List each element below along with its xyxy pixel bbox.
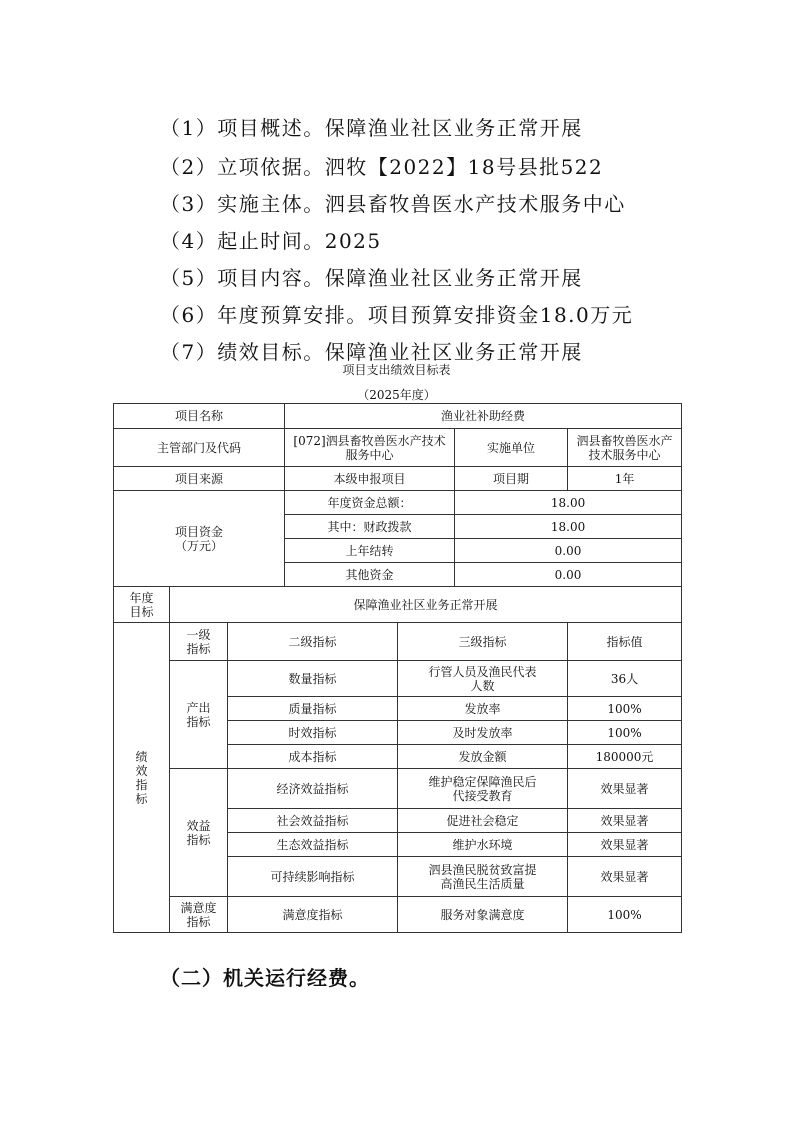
table-title: 项目支出绩效目标表: [342, 363, 451, 377]
funds-label: 项目资金: [175, 524, 224, 539]
paragraph-basis: （2）立项依据。泗牧【2022】18号县批522: [160, 155, 604, 179]
source-value: 本级申报项目: [285, 467, 455, 491]
benefit-label: [170, 769, 228, 897]
table-subtitle: （2025年度）: [357, 388, 436, 402]
funds-fiscal-label: 其中：财政拨款: [285, 515, 455, 539]
source-label: 项目来源: [114, 467, 285, 491]
benefit-val: 效果显著: [568, 809, 682, 833]
satisfaction-label-text: 满意度指标: [180, 900, 217, 929]
funds-total-label: 年度资金总额：: [285, 491, 455, 515]
perf-indicators-label: [114, 623, 170, 933]
output-l2: 时效指标: [228, 721, 398, 745]
satisfaction-label: [170, 897, 228, 933]
hdr-level1: [170, 623, 228, 661]
satisfaction-val: 100%: [568, 897, 682, 933]
output-val: 180000元: [568, 745, 682, 769]
output-l3-text: 行管人员及渔民代表人数: [428, 664, 537, 693]
impl-unit-value: 泗县畜牧兽医水产技术服务中心: [568, 429, 682, 467]
dept-value: [072]泗县畜牧兽医水产技术服务中心: [285, 429, 455, 467]
impl-unit-label: 实施单位: [455, 429, 568, 467]
benefit-l2: 可持续影响指标: [228, 857, 398, 897]
funds-fiscal-value: 18.00: [455, 515, 682, 539]
project-name-value: 渔业社补助经费: [285, 404, 682, 429]
output-val: 36人: [568, 661, 682, 697]
benefit-l3: 维护水环境: [398, 833, 568, 857]
funds-unit: （万元）: [175, 538, 224, 553]
benefit-l3: [398, 857, 568, 897]
paragraph-period: （4）起止时间。2025: [160, 229, 382, 253]
output-l3: 发放金额: [398, 745, 568, 769]
benefit-l2: 生态效益指标: [228, 833, 398, 857]
perf-indicators-label-text: 绩效指标: [135, 749, 148, 806]
output-l3: 及时发放率: [398, 721, 568, 745]
benefit-l3-text: 维护稳定保障渔民后代接受教育: [428, 774, 537, 803]
benefit-l3: [398, 769, 568, 809]
hdr-level3: 三级指标: [398, 623, 568, 661]
output-l3: 发放率: [398, 697, 568, 721]
benefit-l2: 经济效益指标: [228, 769, 398, 809]
benefit-val: 效果显著: [568, 769, 682, 809]
benefit-val: 效果显著: [568, 857, 682, 897]
hdr-value: 指标值: [568, 623, 682, 661]
section-2-heading: （二）机关运行经费。: [160, 966, 370, 990]
output-l2: 数量指标: [228, 661, 398, 697]
satisfaction-l2: 满意度指标: [228, 897, 398, 933]
benefit-l3: 促进社会稳定: [398, 809, 568, 833]
funds-carryover-value: 0.00: [455, 539, 682, 563]
paragraph-entity: （3）实施主体。泗县畜牧兽医水产技术服务中心: [160, 192, 626, 216]
paragraph-content: （5）项目内容。保障渔业社区业务正常开展: [160, 266, 583, 290]
hdr-level1-text: 一级指标: [186, 627, 211, 656]
output-l2: 质量指标: [228, 697, 398, 721]
output-val: 100%: [568, 721, 682, 745]
paragraph-goal: （7）绩效目标。保障渔业社区业务正常开展: [160, 340, 583, 364]
funds-carryover-label: 上年结转: [285, 539, 455, 563]
funds-other-value: 0.00: [455, 563, 682, 587]
benefit-l3-text: 泗县渔民脱贫致富提高渔民生活质量: [428, 862, 537, 891]
benefit-label-text: 效益指标: [186, 818, 211, 847]
dept-label: 主管部门及代码: [114, 429, 285, 467]
period-label: 项目期: [455, 467, 568, 491]
performance-table-main: [113, 403, 682, 933]
hdr-level2: 二级指标: [228, 623, 398, 661]
annual-goal-label-text: 年度目标: [129, 590, 154, 619]
annual-goal-label: [114, 587, 170, 623]
paragraph-budget: （6）年度预算安排。项目预算安排资金18.0万元: [160, 303, 634, 327]
annual-goal-value: 保障渔业社区业务正常开展: [170, 587, 682, 623]
output-l3: [398, 661, 568, 697]
benefit-l2: 社会效益指标: [228, 809, 398, 833]
funds-label-cell: [114, 491, 285, 587]
project-name-label: 项目名称: [114, 404, 285, 429]
satisfaction-l3: 服务对象满意度: [398, 897, 568, 933]
output-val: 100%: [568, 697, 682, 721]
output-label-text: 产出指标: [186, 700, 211, 729]
funds-other-label: 其他资金: [285, 563, 455, 587]
funds-total-value: 18.00: [455, 491, 682, 515]
paragraph-overview: （1）项目概述。保障渔业社区业务正常开展: [160, 116, 583, 140]
benefit-val: 效果显著: [568, 833, 682, 857]
output-l2: 成本指标: [228, 745, 398, 769]
output-label: [170, 661, 228, 769]
period-value: 1年: [568, 467, 682, 491]
